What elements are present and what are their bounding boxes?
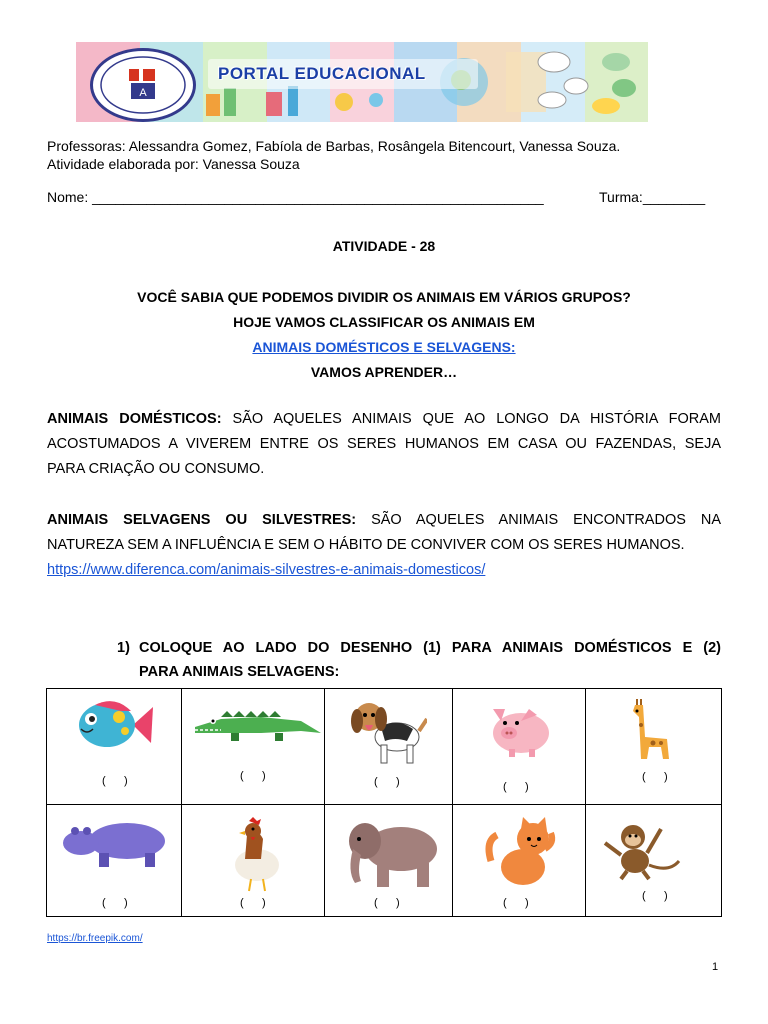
- answer-blank-giraffe[interactable]: ( ): [642, 771, 668, 783]
- answer-blank-monkey[interactable]: ( ): [642, 890, 668, 902]
- answer-blank-rooster[interactable]: ( ): [240, 897, 266, 909]
- domestic-text-2: ACOSTUMADOS A VIVEREM ENTRE OS SERES HUMANOS EM CASA OU FAZENDAS, SEJA: [47, 436, 721, 452]
- image-credit-link[interactable]: https://br.freepik.com/: [47, 933, 143, 944]
- answer-blank-pig[interactable]: ( ): [503, 781, 529, 793]
- monkey-icon: [599, 821, 685, 883]
- pig-icon: [485, 699, 555, 759]
- portal-banner: [76, 42, 648, 122]
- wild-definition: [47, 508, 721, 583]
- cat-icon: [483, 815, 559, 889]
- rooster-icon: [223, 815, 287, 895]
- domestic-definition: [47, 407, 721, 482]
- question-number: 1): [117, 640, 130, 656]
- answer-blank-elephant[interactable]: ( ): [374, 897, 400, 909]
- wild-term: ANIMAIS SELVAGENS OU SILVESTRES:: [47, 512, 357, 528]
- name-field[interactable]: Nome: __________________________________________________________: [47, 189, 544, 205]
- domestic-text-3: PARA CRIAÇÃO OU CONSUMO.: [47, 461, 265, 477]
- author-line: Atividade elaborada por: Vanessa Souza: [47, 156, 300, 172]
- answer-blank-dog[interactable]: ( ): [374, 776, 400, 788]
- page-number: 1: [712, 961, 719, 973]
- answer-blank-hippo[interactable]: ( ): [102, 897, 128, 909]
- fish-icon: [75, 697, 155, 753]
- answer-blank-cat[interactable]: ( ): [503, 897, 529, 909]
- dog-icon: [347, 697, 427, 769]
- svg-text:A: A: [139, 87, 147, 99]
- question-line-1: COLOQUE AO LADO DO DESENHO (1) PARA ANIMAIS DOMÉSTICOS E (2): [139, 640, 721, 656]
- alligator-icon: [191, 703, 323, 743]
- class-field[interactable]: Turma:________: [599, 189, 706, 205]
- question-line-2: PARA ANIMAIS SELVAGENS:: [139, 664, 340, 680]
- answer-blank-alligator[interactable]: ( ): [240, 770, 266, 782]
- banner-title: PORTAL EDUCACIONAL: [218, 64, 426, 83]
- intro-line-1: VOCÊ SABIA QUE PODEMOS DIVIDIR OS ANIMAIS EM VÁRIOS GRUPOS?: [137, 289, 631, 305]
- hippo-icon: [61, 819, 171, 869]
- answer-blank-fish[interactable]: ( ): [102, 775, 128, 787]
- domestic-text-1: SÃO AQUELES ANIMAIS QUE AO LONGO DA HISTÓRIA FORAM: [232, 411, 721, 427]
- giraffe-icon: [627, 697, 677, 763]
- elephant-icon: [343, 815, 443, 891]
- intro-line-3: VAMOS APRENDER…: [310, 364, 458, 380]
- wild-text-1: SÃO AQUELES ANIMAIS ENCONTRADOS NA: [371, 512, 721, 528]
- intro-line-2: HOJE VAMOS CLASSIFICAR OS ANIMAIS EM: [233, 314, 535, 330]
- intro-link[interactable]: ANIMAIS DOMÉSTICOS E SELVAGENS:: [252, 339, 516, 355]
- domestic-term: ANIMAIS DOMÉSTICOS:: [47, 411, 222, 427]
- activity-title: ATIVIDADE - 28: [332, 238, 436, 254]
- school-logo: [90, 48, 196, 122]
- wild-text-2: NATUREZA SEM A INFLUÊNCIA E SEM O HÁBITO DE CONVIVER COM OS SERES HUMANOS.: [47, 537, 685, 553]
- animal-grid: [46, 688, 722, 917]
- teachers-line: Professoras: Alessandra Gomez, Fabíola de Barbas, Rosângela Bitencourt, Vanessa Souza.: [47, 138, 621, 154]
- source-link[interactable]: https://www.diferenca.com/animais-silvestres-e-animais-domesticos/: [47, 562, 486, 578]
